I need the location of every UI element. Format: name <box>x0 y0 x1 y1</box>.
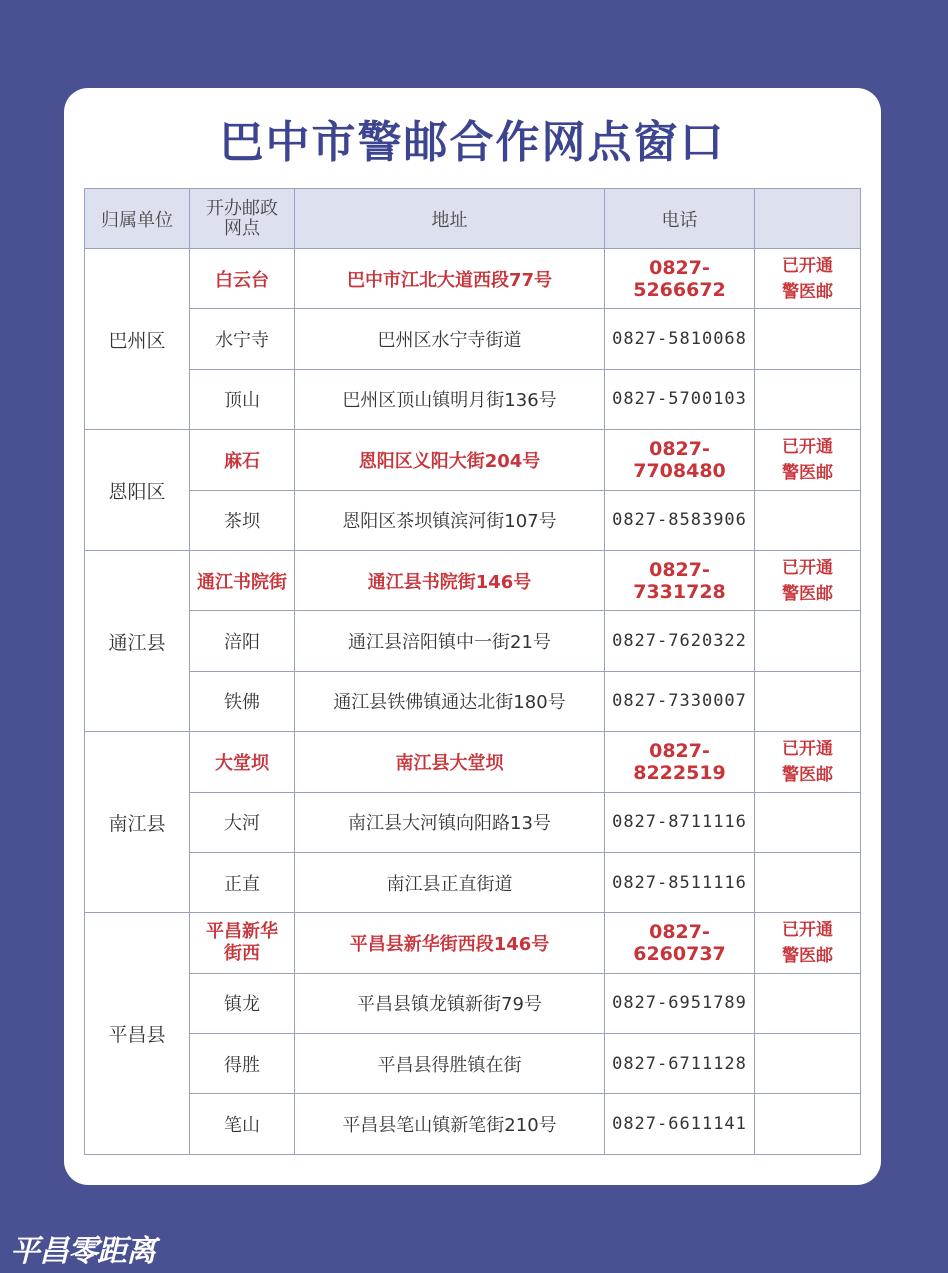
unit-cell: 恩阳区 <box>85 430 190 551</box>
content-card <box>64 88 881 1185</box>
service-status-badge <box>755 917 860 969</box>
address-cell: 南江县正直街道 <box>295 852 605 912</box>
status-label-line: 警医邮 <box>782 945 833 966</box>
status-label-line: 已开通 <box>782 436 833 457</box>
status-cell <box>755 1094 861 1154</box>
status-label-line: 警医邮 <box>782 764 833 785</box>
outlet-cell: 正直 <box>190 852 295 912</box>
header-status <box>755 189 861 249</box>
header-address: 地址 <box>295 189 605 249</box>
outlet-cell: 顶山 <box>190 369 295 429</box>
status-cell <box>755 913 861 973</box>
table-row <box>85 1034 861 1094</box>
address-cell: 平昌县新华街西段146号 <box>295 913 605 973</box>
header-outlet: 开办邮政网点 <box>190 189 295 249</box>
status-cell <box>755 792 861 852</box>
phone-cell: 0827-6951789 <box>605 973 755 1033</box>
status-cell <box>755 973 861 1033</box>
outlet-cell: 大河 <box>190 792 295 852</box>
address-cell: 巴州区水宁寺街道 <box>295 309 605 369</box>
outlet-cell: 大堂坝 <box>190 732 295 792</box>
table-row <box>85 852 861 912</box>
status-cell <box>755 249 861 309</box>
table-header-row <box>85 189 861 249</box>
status-cell <box>755 490 861 550</box>
table-row <box>85 973 861 1033</box>
address-cell: 恩阳区茶坝镇滨河街107号 <box>295 490 605 550</box>
table-row <box>85 430 861 490</box>
outlet-cell: 麻石 <box>190 430 295 490</box>
table-row <box>85 732 861 792</box>
status-label-line: 警医邮 <box>782 583 833 604</box>
phone-cell: 0827-8711116 <box>605 792 755 852</box>
address-cell: 平昌县得胜镇在街 <box>295 1034 605 1094</box>
outlets-table <box>84 188 861 1155</box>
outlet-cell: 通江书院街 <box>190 550 295 610</box>
status-cell <box>755 550 861 610</box>
status-label-line: 警医邮 <box>782 462 833 483</box>
header-phone: 电话 <box>605 189 755 249</box>
service-status-badge <box>755 253 860 305</box>
table-body <box>85 249 861 1155</box>
address-cell: 通江县涪阳镇中一街21号 <box>295 611 605 671</box>
status-cell <box>755 611 861 671</box>
outlet-cell: 白云台 <box>190 249 295 309</box>
outlet-cell: 茶坝 <box>190 490 295 550</box>
status-label-line: 已开通 <box>782 255 833 276</box>
service-status-badge <box>755 736 860 788</box>
status-cell <box>755 1034 861 1094</box>
phone-cell: 0827-6260737 <box>605 913 755 973</box>
outlet-cell: 得胜 <box>190 1034 295 1094</box>
table-row <box>85 1094 861 1154</box>
page-title: 巴中市警邮合作网点窗口 <box>219 117 726 168</box>
phone-cell: 0827-7331728 <box>605 550 755 610</box>
service-status-badge <box>755 555 860 607</box>
phone-cell: 0827-6711128 <box>605 1034 755 1094</box>
table-row <box>85 249 861 309</box>
status-cell <box>755 309 861 369</box>
table-row <box>85 369 861 429</box>
watermark-logo: 平昌零距离 <box>10 1234 155 1269</box>
phone-cell: 0827-6611141 <box>605 1094 755 1154</box>
address-cell: 平昌县笔山镇新笔街210号 <box>295 1094 605 1154</box>
outlet-cell: 镇龙 <box>190 973 295 1033</box>
outlet-cell: 铁佛 <box>190 671 295 731</box>
table-row <box>85 550 861 610</box>
address-cell: 巴中市江北大道西段77号 <box>295 249 605 309</box>
phone-cell: 0827-5810068 <box>605 309 755 369</box>
phone-cell: 0827-5266672 <box>605 249 755 309</box>
table-row <box>85 913 861 973</box>
unit-cell: 通江县 <box>85 550 190 731</box>
table-row <box>85 671 861 731</box>
status-cell <box>755 369 861 429</box>
unit-cell: 平昌县 <box>85 913 190 1155</box>
address-cell: 通江县书院街146号 <box>295 550 605 610</box>
status-cell <box>755 732 861 792</box>
address-cell: 南江县大河镇向阳路13号 <box>295 792 605 852</box>
outlet-cell: 笔山 <box>190 1094 295 1154</box>
status-label-line: 警医邮 <box>782 281 833 302</box>
outlet-cell: 涪阳 <box>190 611 295 671</box>
phone-cell: 0827-7620322 <box>605 611 755 671</box>
status-cell <box>755 430 861 490</box>
address-cell: 通江县铁佛镇通达北街180号 <box>295 671 605 731</box>
phone-cell: 0827-8583906 <box>605 490 755 550</box>
status-cell <box>755 852 861 912</box>
address-cell: 南江县大堂坝 <box>295 732 605 792</box>
status-label-line: 已开通 <box>782 557 833 578</box>
table-row <box>85 611 861 671</box>
status-cell <box>755 671 861 731</box>
phone-cell: 0827-8511116 <box>605 852 755 912</box>
table-row <box>85 309 861 369</box>
address-cell: 平昌县镇龙镇新街79号 <box>295 973 605 1033</box>
outlet-cell: 水宁寺 <box>190 309 295 369</box>
unit-cell: 巴州区 <box>85 249 190 430</box>
phone-cell: 0827-7330007 <box>605 671 755 731</box>
table-row <box>85 490 861 550</box>
address-cell: 恩阳区义阳大街204号 <box>295 430 605 490</box>
header-unit: 归属单位 <box>85 189 190 249</box>
address-cell: 巴州区顶山镇明月街136号 <box>295 369 605 429</box>
status-label-line: 已开通 <box>782 738 833 759</box>
phone-cell: 0827-5700103 <box>605 369 755 429</box>
outlet-cell: 平昌新华街西 <box>190 913 295 973</box>
service-status-badge <box>755 434 860 486</box>
phone-cell: 0827-7708480 <box>605 430 755 490</box>
unit-cell: 南江县 <box>85 732 190 913</box>
table-row <box>85 792 861 852</box>
phone-cell: 0827-8222519 <box>605 732 755 792</box>
status-label-line: 已开通 <box>782 919 833 940</box>
